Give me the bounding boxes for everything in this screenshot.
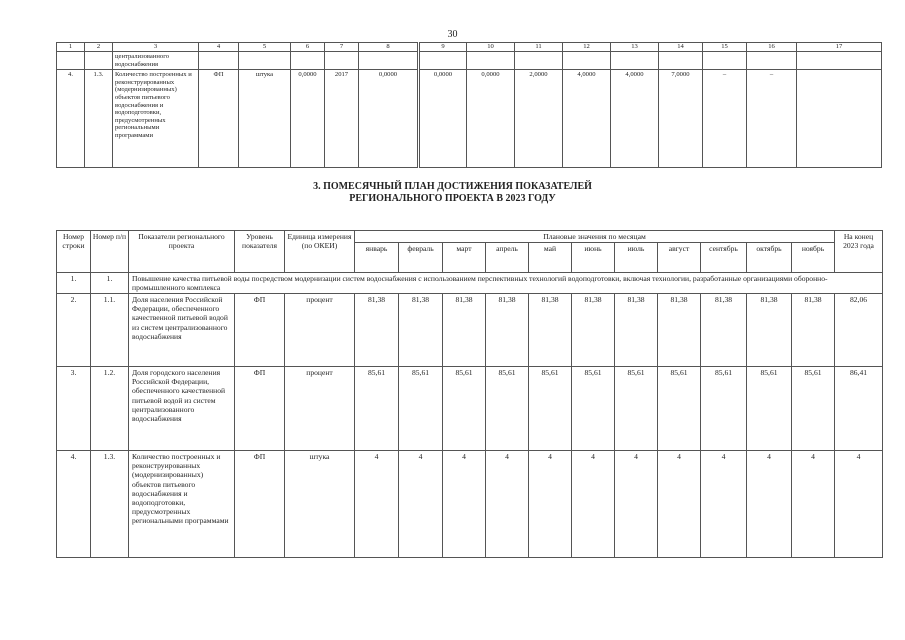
column-number-2: 2: [85, 43, 113, 52]
month-value-8: 85,61: [658, 367, 701, 451]
indicator-level: ФП: [235, 367, 285, 451]
indicator-level: ФП: [235, 451, 285, 558]
header-month-10: октябрь: [747, 243, 792, 273]
indicator-name: Количество построенных и реконструированных (модернизированных) объектов питьевого водоснабжения и водоподготовки, предусмотренных региональными программами: [129, 451, 235, 558]
header-end-of-year: На конец 2023 года: [835, 231, 883, 273]
column-number-13: 13: [611, 43, 659, 52]
cell-10: 0,0000: [467, 70, 515, 168]
table-row: [57, 294, 883, 367]
item-code: 1.2.: [91, 367, 129, 451]
item-code: 1.1.: [91, 294, 129, 367]
month-value-7: 4: [615, 451, 658, 558]
month-value-11: 81,38: [792, 294, 835, 367]
column-number-12: 12: [563, 43, 611, 52]
header-month-7: июль: [615, 243, 658, 273]
column-number-14: 14: [659, 43, 703, 52]
cell-15: –: [703, 70, 747, 168]
column-number-4: 4: [199, 43, 239, 52]
header-month-2: февраль: [399, 243, 443, 273]
indicator-unit: штука: [239, 70, 291, 168]
month-value-4: 85,61: [486, 367, 529, 451]
item-code: 1.3.: [85, 70, 113, 168]
row-number: 4.: [57, 451, 91, 558]
indicator-name: Доля городского населения Российской Федерации, обеспеченного качественной питьевой водой из систем централизованного водоснабжения: [129, 367, 235, 451]
cell-6: 0,0000: [291, 70, 325, 168]
header-month-11: ноябрь: [792, 243, 835, 273]
header-month-1: январь: [355, 243, 399, 273]
column-number-16: 16: [747, 43, 797, 52]
end-of-year-value: 82,06: [835, 294, 883, 367]
month-value-1: 4: [355, 451, 399, 558]
header-month-9: сентябрь: [701, 243, 747, 273]
row-number: 2.: [57, 294, 91, 367]
header-row-number: Номер строки: [57, 231, 91, 273]
header-planned-values: Плановые значения по месяцам: [355, 231, 835, 243]
month-value-3: 81,38: [443, 294, 486, 367]
month-value-3: 85,61: [443, 367, 486, 451]
month-value-8: 81,38: [658, 294, 701, 367]
row-number: 4.: [57, 70, 85, 168]
month-value-2: 81,38: [399, 294, 443, 367]
section-title: [0, 181, 905, 205]
header-level: Уровень показателя: [235, 231, 285, 273]
header-month-6: июнь: [572, 243, 615, 273]
header-unit: Единица измерения (по ОКЕИ): [285, 231, 355, 273]
indicator-unit: штука: [285, 451, 355, 558]
column-number-7: 7: [325, 43, 359, 52]
month-value-1: 85,61: [355, 367, 399, 451]
section-title-line-2: РЕГИОНАЛЬНОГО ПРОЕКТА В 2023 ГОДУ: [349, 193, 556, 204]
header-month-3: март: [443, 243, 486, 273]
month-value-4: 4: [486, 451, 529, 558]
month-value-1: 81,38: [355, 294, 399, 367]
cell-7: 2017: [325, 70, 359, 168]
month-value-4: 81,38: [486, 294, 529, 367]
column-number-9: 9: [419, 43, 467, 52]
top-indicators-table: [56, 42, 882, 168]
goal-text: Повышение качества питьевой воды посредством модернизации систем водоснабжения с использованием перспективных технологий водоподготовки, включая технологии, разработанные организациями оборонно-промышленного комплекса: [129, 273, 883, 294]
month-value-9: 81,38: [701, 294, 747, 367]
goal-row-number: 1.: [57, 273, 91, 294]
cell-8: 0,0000: [359, 70, 419, 168]
column-number-10: 10: [467, 43, 515, 52]
header-item-number: Номер п/п: [91, 231, 129, 273]
cell-14: 7,0000: [659, 70, 703, 168]
goal-code: 1.: [91, 273, 129, 294]
month-value-9: 85,61: [701, 367, 747, 451]
section-title-line-1: 3. ПОМЕСЯЧНЫЙ ПЛАН ДОСТИЖЕНИЯ ПОКАЗАТЕЛЕЙ: [313, 181, 592, 192]
end-of-year-value: 86,41: [835, 367, 883, 451]
month-value-6: 85,61: [572, 367, 615, 451]
month-value-5: 4: [529, 451, 572, 558]
monthly-plan-table: [56, 230, 883, 558]
table-row: [57, 367, 883, 451]
top-table-continuation-row: [57, 52, 882, 70]
month-value-7: 81,38: [615, 294, 658, 367]
column-number-5: 5: [239, 43, 291, 52]
month-value-5: 85,61: [529, 367, 572, 451]
column-number-1: 1: [57, 43, 85, 52]
end-of-year-value: 4: [835, 451, 883, 558]
header-month-4: апрель: [486, 243, 529, 273]
indicator-name: Доля населения Российской Федерации, обеспеченного качественной питьевой водой из систем централизованного водоснабжения: [129, 294, 235, 367]
column-number-11: 11: [515, 43, 563, 52]
month-value-3: 4: [443, 451, 486, 558]
column-number-15: 15: [703, 43, 747, 52]
indicator-level: ФП: [199, 70, 239, 168]
cell-16: –: [747, 70, 797, 168]
month-value-2: 85,61: [399, 367, 443, 451]
cell-9: 0,0000: [419, 70, 467, 168]
month-value-11: 85,61: [792, 367, 835, 451]
header-month-5: май: [529, 243, 572, 273]
top-table-row: [57, 70, 882, 168]
cell-11: 2,0000: [515, 70, 563, 168]
month-value-10: 85,61: [747, 367, 792, 451]
month-value-10: 81,38: [747, 294, 792, 367]
header-month-8: август: [658, 243, 701, 273]
cell-12: 4,0000: [563, 70, 611, 168]
row-number: 3.: [57, 367, 91, 451]
indicator-level: ФП: [235, 294, 285, 367]
column-number-3: 3: [113, 43, 199, 52]
month-value-11: 4: [792, 451, 835, 558]
header-indicators: Показатели регионального проекта: [129, 231, 235, 273]
month-value-10: 4: [747, 451, 792, 558]
month-value-5: 81,38: [529, 294, 572, 367]
column-number-8: 8: [359, 43, 419, 52]
item-code: 1.3.: [91, 451, 129, 558]
cell-13: 4,0000: [611, 70, 659, 168]
cell-17: [797, 70, 882, 168]
page-number: 30: [447, 29, 458, 40]
top-table-header-row: [57, 43, 882, 52]
indicator-name: Количество построенных и реконструированных (модернизированных) объектов питьевого водоснабжения и водоподготовки, предусмотренных региональными программами: [113, 70, 199, 168]
indicator-name-continuation: централизованного водоснабжения: [113, 52, 199, 70]
table-row: [57, 451, 883, 558]
month-value-6: 4: [572, 451, 615, 558]
month-value-8: 4: [658, 451, 701, 558]
month-value-9: 4: [701, 451, 747, 558]
month-value-7: 85,61: [615, 367, 658, 451]
month-value-2: 4: [399, 451, 443, 558]
column-number-17: 17: [797, 43, 882, 52]
indicator-unit: процент: [285, 367, 355, 451]
goal-row: [57, 273, 883, 294]
header-row-1: [57, 231, 883, 243]
month-value-6: 81,38: [572, 294, 615, 367]
indicator-unit: процент: [285, 294, 355, 367]
column-number-6: 6: [291, 43, 325, 52]
